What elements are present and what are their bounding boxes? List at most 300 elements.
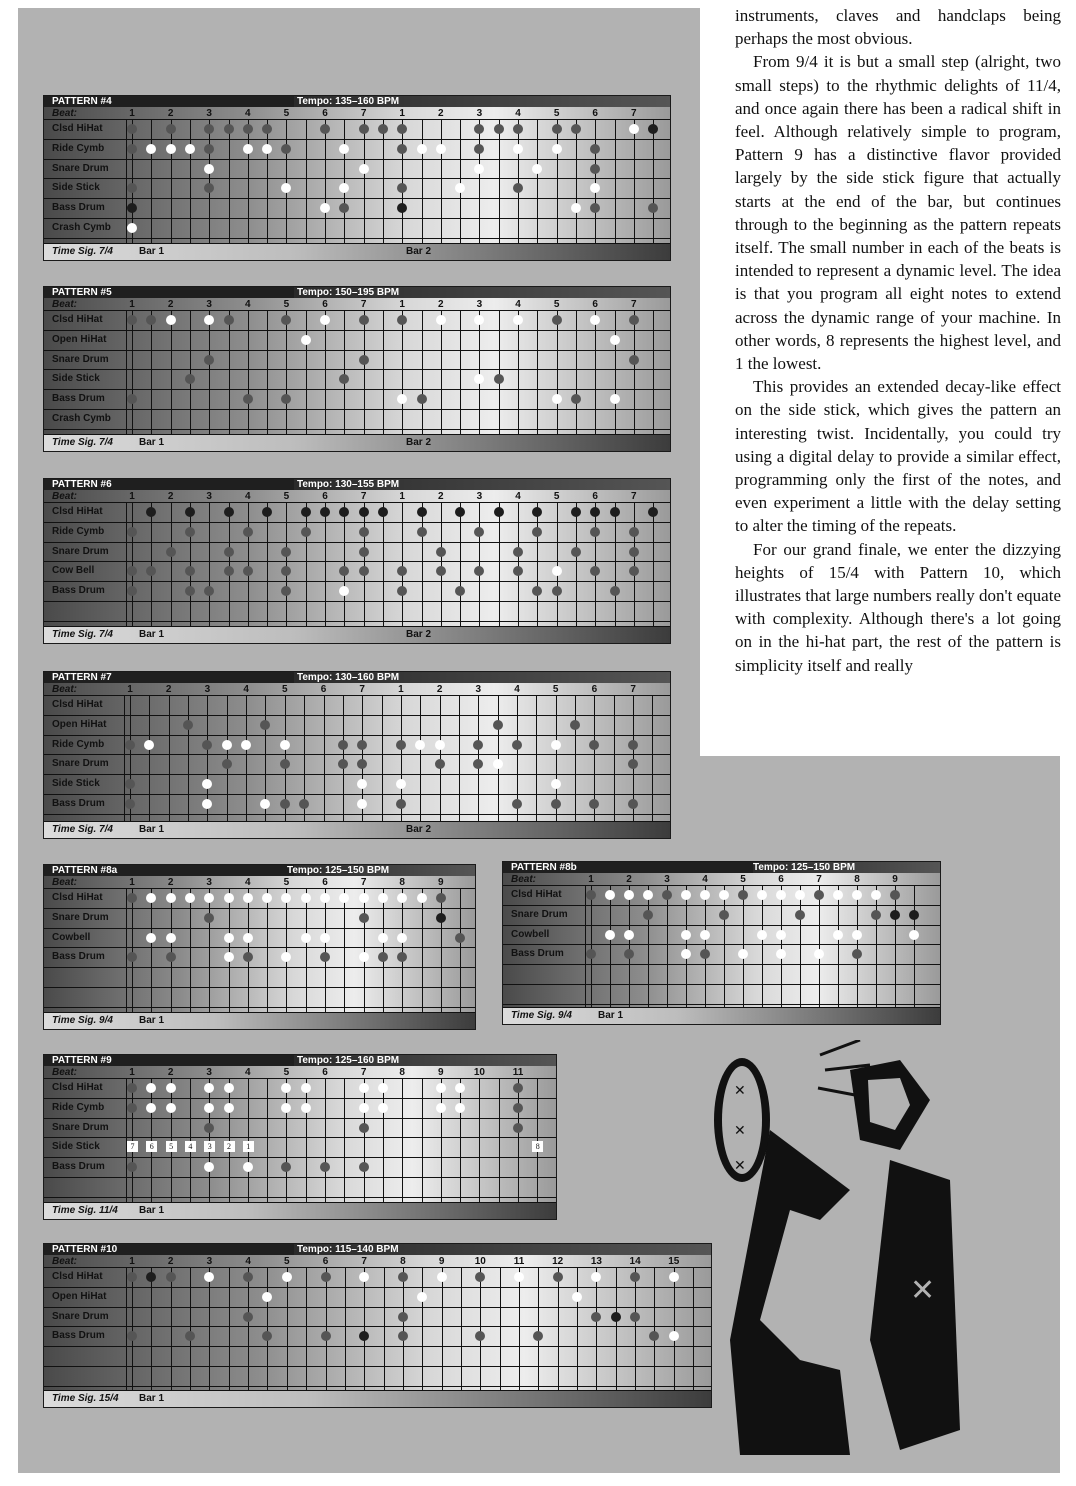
note-dot <box>281 315 291 325</box>
article-paragraph: From 9/4 it is but a small step (alright, two small steps) to the rhythmic delights of 11/4, and once again there has been a radical shift in feel. Although relatively simple to program, Pattern 9 has a distinctive flavor provided largely by the side stick figure that actually starts at the end of the bar, but continues through to the beginning as the pattern repeats itself. The small number in each of the beats is intended to represent a dynamic level. The idea is that you program all eight notes to extend across the dynamic range of your machine. In other words, 8 represents the highest level, and 1 the lowest. <box>735 52 1061 374</box>
beat-number: 1 <box>129 877 135 888</box>
note-dot <box>224 933 234 943</box>
grid-column-line <box>267 119 268 243</box>
note-dot <box>513 183 523 193</box>
grid-column-line <box>441 310 442 434</box>
grid-column-line <box>518 119 519 243</box>
note-dot <box>552 124 562 134</box>
grid-column-line <box>743 885 744 1007</box>
grid-column-line <box>595 502 596 626</box>
grid-column-line <box>149 695 150 821</box>
note-dot <box>436 1103 446 1113</box>
grid-column-line <box>653 310 654 434</box>
note-dot <box>738 949 748 959</box>
note-dot <box>321 1331 331 1341</box>
note-dot <box>437 1272 447 1282</box>
note-dot <box>643 890 653 900</box>
grid-column-line <box>653 119 654 243</box>
grid-column-line <box>615 119 616 243</box>
note-dot <box>146 315 156 325</box>
instrument-label: Cow Bell <box>52 565 95 577</box>
grid-row-line <box>44 1326 711 1327</box>
pattern-title: PATTERN #4 <box>44 96 294 107</box>
beat-number: 1 <box>399 299 405 310</box>
grid-row-line <box>44 1366 711 1367</box>
note-dot <box>185 144 195 154</box>
note-dot <box>127 566 137 576</box>
grid-column-line <box>151 1267 152 1390</box>
grid-column-line <box>190 1078 191 1202</box>
beat-number: 4 <box>515 491 521 502</box>
beat-label: Beat: <box>511 874 537 885</box>
note-dot <box>474 315 484 325</box>
note-dot <box>243 1162 253 1172</box>
pattern-footer <box>44 821 670 838</box>
beat-number: 3 <box>204 684 211 695</box>
beat-number: 3 <box>664 874 670 885</box>
note-dot <box>630 1272 640 1282</box>
beat-number: 3 <box>206 1067 212 1078</box>
note-dot <box>281 144 291 154</box>
grid-column-line <box>576 502 577 626</box>
beat-number: 2 <box>167 1067 174 1078</box>
note-dot <box>243 893 253 903</box>
pattern-tempo: Tempo: 150–195 BPM <box>297 287 400 298</box>
grid-column-line <box>635 1267 636 1390</box>
note-dot <box>262 144 272 154</box>
label-divider <box>126 1078 127 1202</box>
beat-number: 6 <box>592 108 598 119</box>
grid-column-line <box>229 888 230 1012</box>
note-dot <box>436 566 446 576</box>
note-dot <box>204 183 214 193</box>
grid-column-line <box>169 695 170 821</box>
grid-column-line <box>267 1078 268 1202</box>
grid-column-line <box>402 1078 403 1202</box>
grid-column-line <box>557 119 558 243</box>
note-dot <box>204 124 214 134</box>
note-dot <box>280 740 290 750</box>
note-dot <box>339 183 349 193</box>
note-dot <box>455 933 465 943</box>
note-dot <box>127 315 137 325</box>
note-dot <box>700 930 710 940</box>
note-dot <box>127 586 137 596</box>
note-dot <box>204 1083 214 1093</box>
beat-number: 6 <box>591 684 598 695</box>
note-dot <box>494 124 504 134</box>
instrument-label: Side Stick <box>52 182 100 194</box>
note-dot <box>571 547 581 557</box>
note-dot <box>455 1103 465 1113</box>
svg-text:✕: ✕ <box>734 1083 746 1099</box>
grid-column-line <box>781 885 782 1007</box>
beat-number: 5 <box>283 877 290 888</box>
beat-label: Beat: <box>52 1256 78 1267</box>
note-dot <box>339 893 349 903</box>
beat-number: 1 <box>398 684 404 695</box>
note-dot <box>281 1083 291 1093</box>
note-dot <box>610 335 620 345</box>
grid-column-line <box>364 888 365 1012</box>
beat-number: 7 <box>630 684 636 695</box>
note-dot <box>166 1083 176 1093</box>
note-dot <box>185 566 195 576</box>
note-dot <box>513 144 523 154</box>
note-dot <box>320 952 330 962</box>
grid-column-line <box>537 1078 538 1202</box>
note-dot <box>281 394 291 404</box>
grid-column-line <box>596 1267 597 1390</box>
note-dot <box>890 890 900 900</box>
grid-row-line <box>503 885 940 886</box>
note-dot <box>262 507 272 517</box>
grid-column-line <box>819 885 820 1007</box>
note-dot <box>224 507 234 517</box>
bar-label: Bar 1 <box>139 824 165 835</box>
grid-column-line <box>610 885 611 1007</box>
pattern-footer <box>44 1012 475 1029</box>
beat-number: 1 <box>127 684 133 695</box>
instrument-label: Clsd HiHat <box>52 892 103 903</box>
bar-label: Bar 1 <box>598 1010 624 1021</box>
pattern-8a-grid <box>43 864 476 1030</box>
note-dot <box>532 527 542 537</box>
grid-column-line <box>229 1078 230 1202</box>
note-dot <box>397 933 407 943</box>
grid-row-line <box>503 925 940 926</box>
note-dot <box>359 1103 369 1113</box>
grid-column-line <box>132 1267 133 1390</box>
bar-label: Bar 2 <box>406 437 432 448</box>
note-dot <box>243 1312 253 1322</box>
note-dot <box>398 1312 408 1322</box>
grid-column-line <box>209 1078 210 1202</box>
beat-number: 2 <box>167 299 174 310</box>
note-dot <box>127 1331 137 1341</box>
article-paragraph: For our grand finale, we enter the dizzying heights of 15/4 with Pattern 10, which illustrates that large numbers really don't equate with complexity. Although there's a lot going on in the hi-hat part, the rest of the pattern is simplicity itself and really <box>735 539 1061 675</box>
beat-number: 5 <box>553 108 560 119</box>
grid-column-line <box>615 502 616 626</box>
note-dot <box>514 1272 524 1282</box>
bar-label: Bar 1 <box>139 629 165 640</box>
grid-column-line <box>132 1078 133 1202</box>
beat-number: 6 <box>320 684 327 695</box>
note-dot <box>630 1312 640 1322</box>
instrument-label: Ride Cymb <box>52 1101 105 1113</box>
beat-number: 4 <box>243 684 249 695</box>
note-dot <box>243 144 253 154</box>
note-dot <box>571 124 581 134</box>
beat-number: 2 <box>167 1256 174 1267</box>
note-dot <box>204 1103 214 1113</box>
note-dot <box>281 586 291 596</box>
note-dot <box>241 740 251 750</box>
grid-column-line <box>557 502 558 626</box>
note-dot <box>339 203 349 213</box>
beat-number: 13 <box>590 1256 602 1267</box>
time-signature: Time Sig. 7/4 <box>52 246 113 257</box>
instrument-label: Clsd HiHat <box>52 314 103 325</box>
grid-column-line <box>190 119 191 243</box>
note-dot <box>204 1162 214 1172</box>
grid-row-line <box>44 774 670 775</box>
note-dot <box>359 1083 369 1093</box>
note-dot <box>202 779 212 789</box>
grid-column-line <box>364 1267 365 1390</box>
pattern-footer <box>503 1007 940 1024</box>
note-dot <box>852 890 862 900</box>
note-dot <box>301 1103 311 1113</box>
grid-row-line <box>44 928 475 929</box>
note-dot <box>127 144 137 154</box>
grid-column-line <box>576 310 577 434</box>
beat-number: 2 <box>165 684 172 695</box>
note-dot <box>357 799 367 809</box>
bar-label: Bar 1 <box>139 1393 165 1404</box>
grid-row-line <box>44 1007 475 1008</box>
note-dot <box>397 315 407 325</box>
pattern-6-grid <box>43 478 671 644</box>
beat-number: 8 <box>854 874 860 885</box>
note-dot <box>204 315 214 325</box>
note-dot <box>551 740 561 750</box>
grid-column-line <box>576 119 577 243</box>
grid-column-line <box>383 888 384 1012</box>
grid-column-line <box>383 1078 384 1202</box>
note-dot <box>649 1331 659 1341</box>
grid-column-line <box>306 1267 307 1390</box>
note-dot <box>415 740 425 750</box>
instrument-label: Bass Drum <box>52 393 105 405</box>
instrument-label: Side Stick <box>52 778 100 790</box>
note-dot <box>359 566 369 576</box>
label-divider <box>126 502 127 626</box>
grid-column-line <box>248 119 249 243</box>
grid-column-line <box>364 502 365 626</box>
beat-number: 3 <box>206 1256 213 1267</box>
grid-column-line <box>286 310 287 434</box>
note-dot <box>605 930 615 940</box>
side-stick-level: 5 <box>166 1141 177 1152</box>
grid-column-line <box>248 1078 249 1202</box>
pattern-footer <box>44 1390 711 1407</box>
instrument-label: Snare Drum <box>52 911 109 923</box>
note-dot <box>299 799 309 809</box>
grid-column-line <box>652 695 653 821</box>
grid-column-line <box>209 1267 210 1390</box>
pattern-4-grid <box>43 95 671 261</box>
grid-column-line <box>286 119 287 243</box>
note-dot <box>871 890 881 900</box>
grid-column-line <box>383 119 384 243</box>
note-dot <box>757 930 767 940</box>
note-dot <box>243 566 253 576</box>
note-dot <box>281 547 291 557</box>
note-dot <box>222 759 232 769</box>
grid-row-line <box>44 1307 711 1308</box>
beat-number: 10 <box>473 1067 485 1078</box>
note-dot <box>339 566 349 576</box>
instrument-label: Snare Drum <box>52 353 109 365</box>
grid-column-line <box>325 888 326 1012</box>
note-dot <box>224 1103 234 1113</box>
note-dot <box>127 1272 137 1282</box>
beat-number: 9 <box>438 1256 445 1267</box>
grid-column-line <box>287 1267 288 1390</box>
note-dot <box>320 315 330 325</box>
beat-number: 8 <box>400 1256 406 1267</box>
note-dot <box>204 164 214 174</box>
note-dot <box>357 779 367 789</box>
beat-number: 7 <box>631 491 637 502</box>
grid-column-line <box>171 1267 172 1390</box>
article-paragraph: instruments, claves and handclaps being perhaps the most obvious. <box>735 6 1061 49</box>
instrument-label: Side Stick <box>52 373 100 385</box>
bar-label: Bar 1 <box>139 1015 165 1026</box>
note-dot <box>435 759 445 769</box>
note-dot <box>183 720 193 730</box>
note-dot <box>281 1103 291 1113</box>
note-dot <box>166 893 176 903</box>
side-stick-level: 3 <box>204 1141 215 1152</box>
beat-number: 2 <box>438 491 444 502</box>
beat-number: 7 <box>359 684 365 695</box>
note-dot <box>552 394 562 404</box>
grid-column-line <box>575 695 576 821</box>
grid-row-line <box>44 735 670 736</box>
time-signature: Time Sig. 9/4 <box>52 1015 113 1026</box>
grid-column-line <box>384 1267 385 1390</box>
note-dot <box>628 759 638 769</box>
grid-column-line <box>190 310 191 434</box>
note-dot <box>738 890 748 900</box>
grid-column-line <box>267 310 268 434</box>
beat-number: 6 <box>322 1067 328 1078</box>
note-dot <box>166 1103 176 1113</box>
beat-number: 4 <box>515 108 521 119</box>
note-dot <box>833 930 843 940</box>
note-dot <box>166 1272 176 1282</box>
note-dot <box>166 144 176 154</box>
instrument-label: Ride Cymb <box>52 738 105 750</box>
grid-column-line <box>344 888 345 1012</box>
note-dot <box>280 799 290 809</box>
grid-column-line <box>577 1267 578 1390</box>
note-dot <box>513 547 523 557</box>
grid-column-line <box>876 885 877 1007</box>
beat-number: 5 <box>283 491 290 502</box>
note-dot <box>586 949 596 959</box>
note-dot <box>243 933 253 943</box>
note-dot <box>590 315 600 325</box>
svg-text:✕: ✕ <box>734 1158 746 1174</box>
note-dot <box>146 893 156 903</box>
note-dot <box>473 740 483 750</box>
note-dot <box>359 1331 369 1341</box>
note-dot <box>281 566 291 576</box>
grid-row-line <box>44 715 670 716</box>
note-dot <box>320 124 330 134</box>
note-dot <box>591 1312 601 1322</box>
note-dot <box>396 779 406 789</box>
note-dot <box>397 893 407 903</box>
note-dot <box>127 1083 137 1093</box>
grid-column-line <box>188 695 189 821</box>
grid-column-line <box>461 1267 462 1390</box>
grid-column-line <box>479 1078 480 1202</box>
note-dot <box>494 374 504 384</box>
grid-column-line <box>499 310 500 434</box>
note-dot <box>436 1083 446 1093</box>
note-dot <box>166 952 176 962</box>
note-dot <box>474 566 484 576</box>
grid-column-line <box>895 885 896 1007</box>
note-dot <box>204 913 214 923</box>
note-dot <box>204 1272 214 1282</box>
beat-number: 11 <box>512 1067 524 1078</box>
note-dot <box>260 799 270 809</box>
beat-number: 1 <box>129 108 135 119</box>
beat-number: 5 <box>282 684 288 695</box>
grid-column-line <box>537 310 538 434</box>
pattern-footer <box>44 243 670 260</box>
note-dot <box>475 1272 485 1282</box>
note-dot <box>417 527 427 537</box>
beat-number: 4 <box>702 874 708 885</box>
beat-number: 5 <box>552 684 559 695</box>
beat-number: 3 <box>206 877 212 888</box>
note-dot <box>591 1272 601 1282</box>
note-dot <box>455 1083 465 1093</box>
beat-number: 3 <box>206 108 212 119</box>
note-dot <box>795 910 805 920</box>
note-dot <box>648 203 658 213</box>
grid-column-line <box>306 310 307 434</box>
note-dot <box>262 893 272 903</box>
note-dot <box>359 952 369 962</box>
note-dot <box>359 355 369 365</box>
note-dot <box>224 315 234 325</box>
grid-column-line <box>151 1078 152 1202</box>
note-dot <box>224 952 234 962</box>
grid-row-line <box>44 908 475 909</box>
grid-column-line <box>326 1267 327 1390</box>
note-dot <box>359 1162 369 1172</box>
pattern-tempo: Tempo: 125–160 BPM <box>297 1055 400 1066</box>
grid-column-line <box>442 1267 443 1390</box>
note-dot <box>553 1272 563 1282</box>
instrument-label: Snare Drum <box>511 908 568 920</box>
instrument-label: Clsd HiHat <box>52 1271 103 1282</box>
grid-column-line <box>460 310 461 434</box>
beat-number: 4 <box>245 108 251 119</box>
note-dot <box>224 566 234 576</box>
note-dot <box>572 1292 582 1302</box>
note-dot <box>605 890 615 900</box>
grid-column-line <box>171 310 172 434</box>
note-dot <box>127 394 137 404</box>
note-dot <box>359 507 369 517</box>
pattern-tempo: Tempo: 125–150 BPM <box>753 862 856 873</box>
beat-number: 5 <box>283 299 290 310</box>
grid-column-line <box>479 310 480 434</box>
beat-label: Beat: <box>52 108 78 119</box>
grid-column-line <box>383 502 384 626</box>
note-dot <box>435 740 445 750</box>
beat-number: 5 <box>553 299 560 310</box>
note-dot <box>125 799 135 809</box>
